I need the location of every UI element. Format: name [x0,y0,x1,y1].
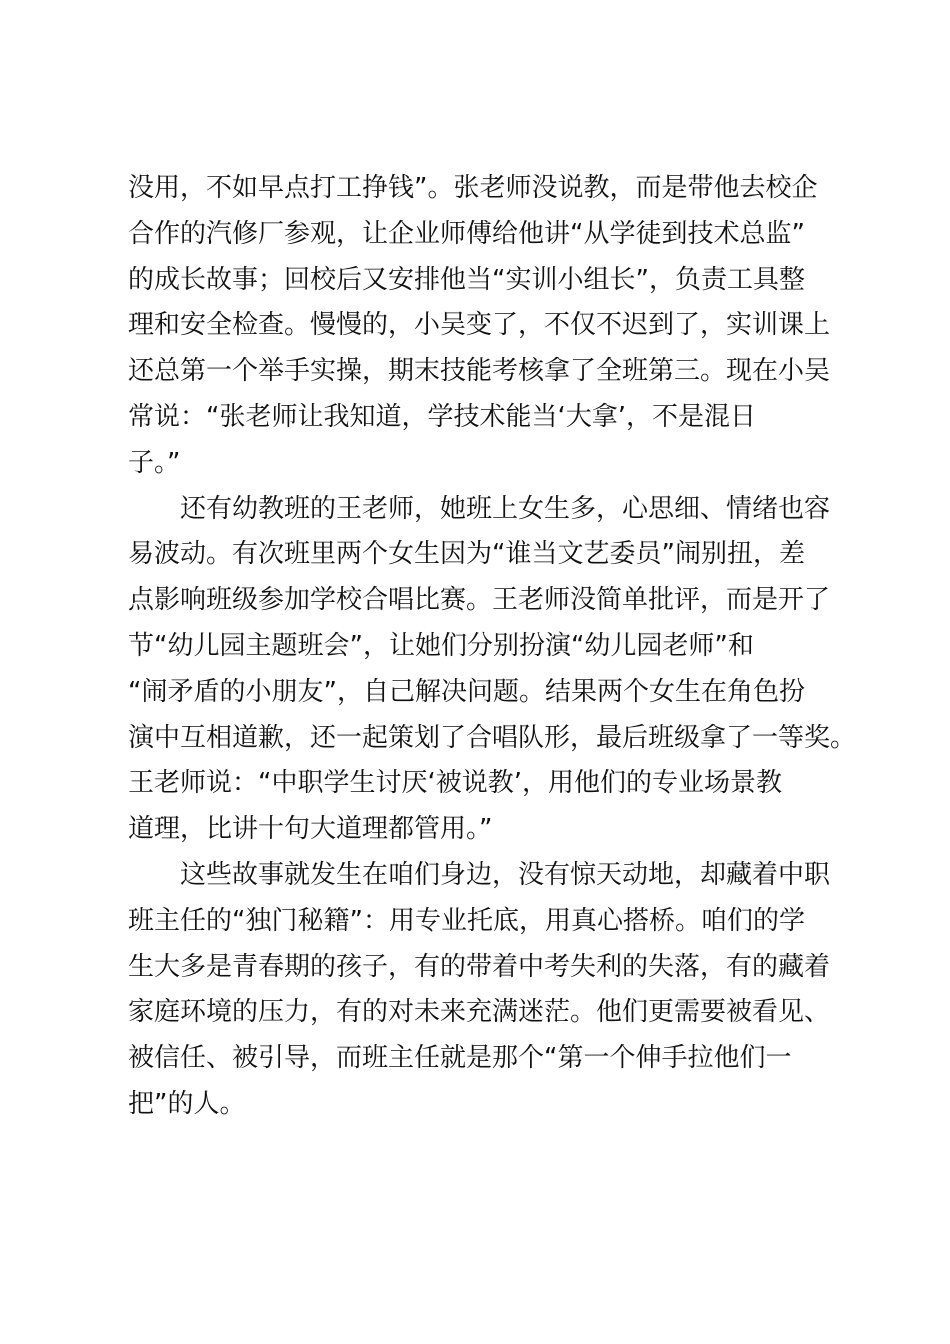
text-line: 的成长故事；回校后又安排他当“实训小组长”，负责工具整 [128,264,805,295]
text-line: 这些故事就发生在咱们身边，没有惊天动地，却藏着中职 [128,859,831,890]
text-line: 生大多是青春期的孩子，有的带着中考失利的失落，有的藏着 [128,951,831,982]
text-line: 王老师说：“中职学生讨厌‘被说教’，用他们的专业场景教 [128,768,782,799]
text-line: 节“幼儿园主题班会”，让她们分别扮演“幼儿园老师”和 [128,630,754,661]
text-line: 班主任的“独门秘籍”：用专业托底，用真心搭桥。咱们的学 [128,905,805,936]
text-line: 把”的人。 [128,1088,246,1119]
text-line: 被信任、被引导，而班主任就是那个“第一个伸手拉他们一 [128,1043,792,1074]
text-line: 常说：“张老师让我知道，学技术能当‘大拿’，不是混日 [128,401,756,432]
paragraph-1 [128,166,840,487]
document-body [128,166,857,1128]
text-line: 合作的汽修厂参观，让企业师傅给他讲“从学徒到技术总监” [128,218,805,249]
text-line: 点影响班级参加学校合唱比赛。王老师没简单批评，而是开了 [128,585,831,616]
text-line: 易波动。有次班里两个女生因为“谁当文艺委员”闹别扭，差 [128,539,805,570]
text-line: 演中互相道歉，还一起策划了合唱队形，最后班级拿了一等奖。 [128,722,857,753]
text-line: 家庭环境的压力，有的对未来充满迷茫。他们更需要被看见、 [128,997,831,1028]
text-line: 还有幼教班的王老师，她班上女生多，心思细、情绪也容 [128,493,831,524]
paragraph-3 [128,853,840,1128]
text-line: 还总第一个举手实操，期末技能考核拿了全班第三。现在小吴 [128,356,831,387]
text-line: 没用，不如早点打工挣钱”。张老师没说教，而是带他去校企 [128,173,818,203]
text-line: 道理，比讲十句大道理都管用。” [128,814,493,845]
text-line: “闹矛盾的小朋友”，自己解决问题。结果两个女生在角色扮 [128,676,805,707]
text-line: 理和安全检查。慢慢的，小吴变了，不仅不迟到了，实训课上 [128,310,831,341]
paragraph-2 [128,487,857,853]
text-line: 子。” [128,447,181,478]
